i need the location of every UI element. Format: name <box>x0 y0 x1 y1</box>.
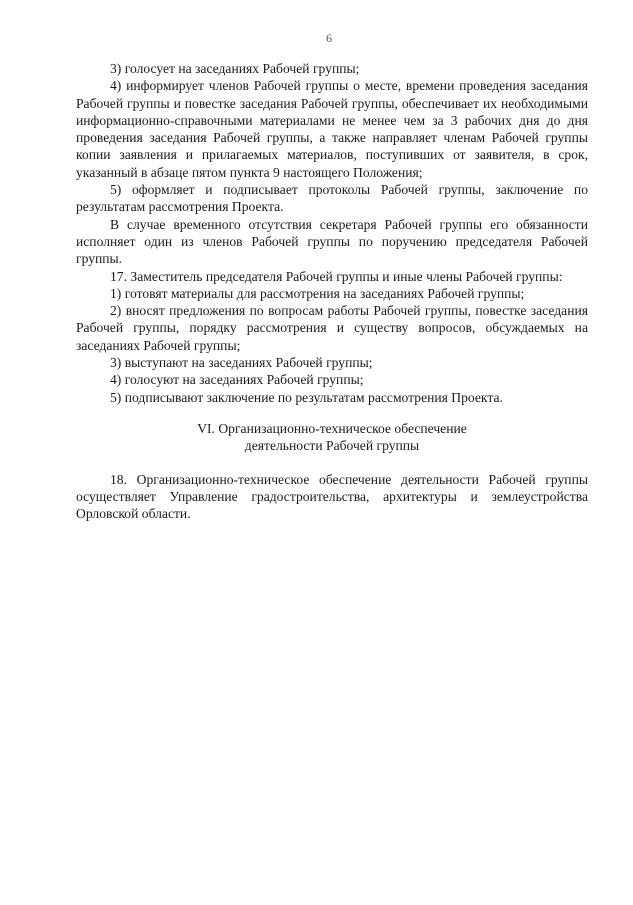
paragraph-17-item-1: 1) готовят материалы для рассмотрения на заседаниях Рабочей группы; <box>110 285 525 301</box>
paragraph-16-item-3: 3) голосует на заседаниях Рабочей группы; <box>110 61 360 76</box>
paragraph-17-item-5: 5) подписывают заключение по результатам рассмотрения Проекта. <box>110 389 503 405</box>
paragraph-18: 18. Организационно-техническое обеспечение деятельности Рабочей группы осуществляет Управление градостроительства, архитектуры и землеустройства Орловской области. <box>76 471 588 522</box>
paragraph-17-item-2: 2) вносят предложения по вопросам работы Рабочей группы, повестке заседания Рабочей группы, порядку рассмотрения и существу вопросов, обсуждаемых на заседаниях Рабочей группы; <box>76 303 588 353</box>
paragraph-17: 17. Заместитель председателя Рабочей группы и иные члены Рабочей группы: <box>110 268 563 284</box>
paragraph-17-item-4: 4) голосуют на заседаниях Рабочей группы; <box>110 372 364 388</box>
paragraph-secretary-absence: В случае временного отсутствия секретаря Рабочей группы его обязанности исполняет один из членов Рабочей группы по поручению председателя Рабочей группы. <box>76 216 588 267</box>
paragraph-16-item-4: 4) информирует членов Рабочей группы о месте, времени проведения заседания Рабочей группы и повестке заседания Рабочей группы, обеспечивает их необходимыми информационно-справочными материалами не менее чем за 3 рабочих дня до дня проведения заседания Рабочей группы, а также направляет членам Рабочей группы копии заявления и прилагаемых материалов, поступивших от заявителя, в срок, указанный в абзаце пятом пункта 9 настоящего Положения; <box>76 78 588 180</box>
paragraph-17-item-3: 3) выступают на заседаниях Рабочей группы; <box>110 355 373 371</box>
section-heading-line-2: деятельности Рабочей группы <box>244 438 420 454</box>
page-number: 6 <box>326 31 332 45</box>
paragraph-16-item-5: 5) оформляет и подписывает протоколы Рабочей группы, заключение по результатам рассмотрения Проекта. <box>76 182 588 215</box>
section-heading-line-1: VI. Организационно-техническое обеспечение <box>197 420 467 436</box>
document-body <box>76 60 588 522</box>
